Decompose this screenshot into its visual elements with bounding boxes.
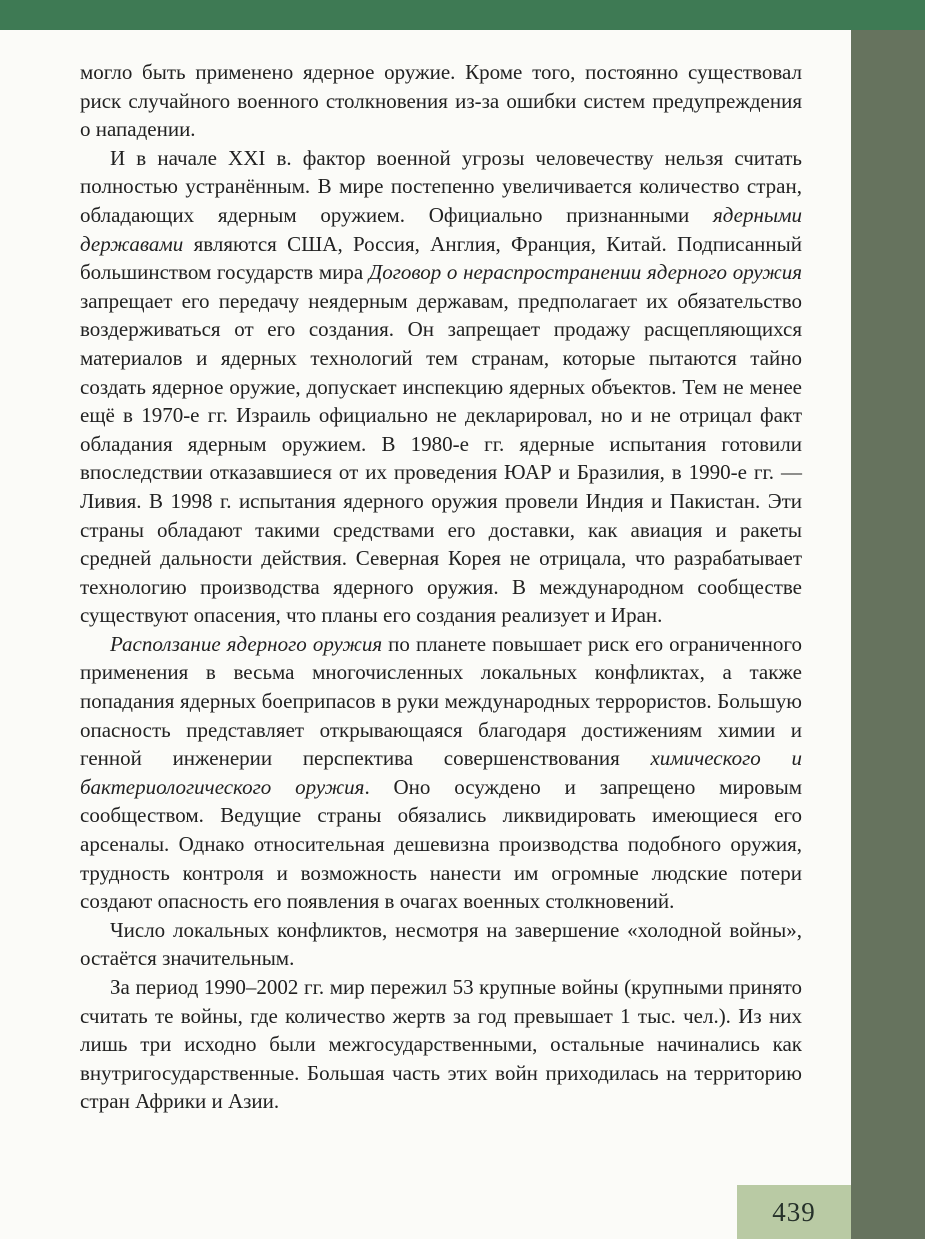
text-run: запрещает его передачу неядерным державам, предполагает их обязательство воздерживаться от его создания. Он запрещает продажу расщепляющихся материалов и ядерных технологий тем странам, которые пытаются тайно создать ядерное оружие, допускает инспекцию ядерных объектов. Тем не менее ещё в 1970-е гг. Израиль официально не декларировал, но и не отрицал факт обладания ядерным оружием. В 1980-е гг. ядерные испытания готовили впоследствии отказавшиеся от их проведения ЮАР и Бразилия, в 1990-е гг. — Ливия. В 1998 г. испытания ядерного оружия провели Индия и Пакистан. Эти страны обладают такими средствами его доставки, как авиация и ракеты средней дальности действия. Северная Корея не отрицала, что разрабатывает технологию производства ядерного оружия. В международном сообществе существуют опасения, что планы его создания реализует и Иран. xyxy=(80,288,802,628)
page-number-box xyxy=(737,1185,851,1239)
paragraph xyxy=(80,58,802,144)
text-run: И в начале XXI в. фактор военной угрозы человечеству нельзя считать полностью устранённым. В мире постепенно увеличивается количество стран, обладающих ядерным оружием. Официально признанными xyxy=(80,145,802,227)
italic-text-run: Договор о нераспространении ядерного оружия xyxy=(368,260,803,285)
page-number: 439 xyxy=(772,1196,816,1227)
paragraph xyxy=(80,916,802,973)
italic-text-run: Расползание ядерного оружия xyxy=(110,631,383,656)
page-text xyxy=(80,58,802,1116)
text-run: по планете повышает риск его ограниченного применения в весьма многочисленных локальных конфликтах, а также попадания ядерных боеприпасов в руки международных террористов. Большую опасность представляет открывающаяся благодаря достижениям химии и генной инженерии перспектива совершенствования xyxy=(80,631,802,771)
text-run: . Оно осуждено и запрещено мировым сообществом. Ведущие страны обязались ликвидировать имеющиеся его арсеналы. Однако относительная дешевизна производства подобного оружия, трудность контроля и возможность нанести им огромные людские потери создают опасность его появления в очагах военных столкновений. xyxy=(80,774,803,914)
italic-text-run: ядерными державами xyxy=(80,202,802,256)
italic-text-run: химического и бактериологического оружия xyxy=(80,746,802,799)
paragraph xyxy=(80,630,802,916)
text-run: Число локальных конфликтов, несмотря на завершение «холодной войны», остаётся значительным. xyxy=(80,917,802,971)
text-run: являются США, Россия, Англия, Франция, Китай. Подписанный большинством государств мира xyxy=(80,231,802,285)
text-run: За период 1990–2002 гг. мир пережил 53 крупные войны (крупными принято считать те войны, где количество жертв за год превышает 1 тыс. чел.). Из них лишь три исходно были межгосударственными, остальные начинались как внутригосударственные. Большая часть этих войн приходилась на территорию стран Африки и Азии. xyxy=(80,975,802,1114)
top-accent-bar xyxy=(0,0,925,30)
text-run: могло быть применено ядерное оружие. Кроме того, постоянно существовал риск случайного военного столкновения из-за ошибки систем предупреждения о нападении. xyxy=(80,60,802,142)
side-accent-bar xyxy=(851,0,925,1239)
paragraph xyxy=(80,144,802,630)
paragraph xyxy=(80,973,802,1116)
